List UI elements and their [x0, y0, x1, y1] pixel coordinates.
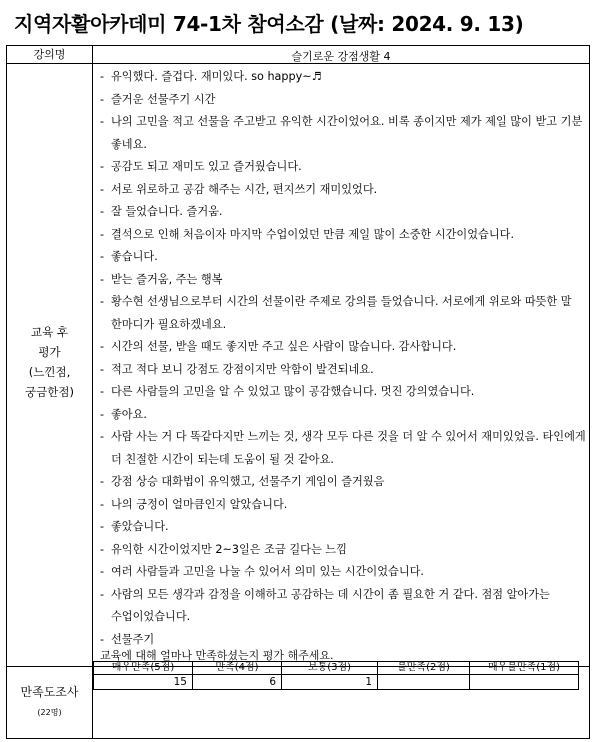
evaluation-label — [7, 322, 92, 402]
rating-header: 만족(4점) — [193, 662, 281, 675]
rating-column — [192, 662, 281, 689]
rating-header: 불만족(2점) — [378, 662, 469, 675]
rating-column — [377, 662, 469, 689]
comment-item: - 시간의 선물, 받을 때도 좋지만 주고 싶은 사람이 많습니다. 감사합니다. — [98, 336, 588, 359]
comment-item: - 사람 사는 거 다 똑같다지만 느끼는 것, 생각 모두 다른 것을 더 알 수 있어서 재미있었음. 타인에게 더 친절한 시간이 되는데 도움이 될 것 같아요. — [98, 426, 588, 471]
comment-item: - 좋습니다. — [98, 246, 588, 269]
comment-item: - 적고 적다 보니 강점도 강점이지만 악함이 발견되네요. — [98, 359, 588, 382]
document-title: 지역자활아카데미 74-1차 참여소감 (날짜: 2024. 9. 13) — [14, 12, 524, 36]
evaluation-label-line: 교육 후 — [31, 325, 68, 339]
lecture-name-label: 강의명 — [33, 48, 66, 61]
comment-item: - 다른 사람들의 고민을 알 수 있었고 많이 공감했습니다. 멋진 강의였습니다. — [98, 381, 588, 404]
evaluation-label-line: 평가 — [38, 345, 61, 359]
comment-item: - 유익했다. 즐겁다. 재미있다. so happy~♬ — [98, 66, 588, 89]
comment-item: - 즐거운 선물주기 시간 — [98, 89, 588, 112]
evaluation-label-line: (느낀점, — [28, 365, 71, 379]
satisfaction-question: 교육에 대해 얼마나 만족하셨는지 평가 해주세요. — [100, 649, 334, 662]
rating-count: 15 — [173, 676, 187, 688]
satisfaction-label — [7, 683, 92, 725]
comment-item: - 받는 즐거움, 주는 행복 — [98, 269, 588, 292]
rating-header: 매우불만족(1점) — [470, 662, 578, 675]
comment-item: - 잘 들었습니다. 즐거움. — [98, 201, 588, 224]
evaluation-label-line: 궁금한점) — [25, 385, 74, 399]
comment-item: - 나의 고민을 적고 선물을 주고받고 유익한 시간이었어요. 비록 종이지만 제가 제일 많이 받고 기분 좋네요. — [98, 111, 588, 156]
evaluation-table — [6, 45, 590, 739]
comment-item: - 황수현 선생님으로부터 시간의 선물이란 주제로 강의를 들었습니다. 서로에게 위로와 따뜻한 말 한마디가 필요하겠네요. — [98, 291, 588, 336]
comment-item: - 공감도 되고 재미도 있고 즐거웠습니다. — [98, 156, 588, 179]
comment-item: - 강점 상승 대화법이 유익했고, 선물주기 게임이 즐거웠음 — [98, 471, 588, 494]
comment-item: - 나의 긍정이 얼마큼인지 알았습니다. — [98, 494, 588, 517]
rating-header: 보통(3점) — [282, 662, 377, 675]
comment-item: - 결석으로 인해 처음이자 마지막 수업이었던 만큼 제일 많이 소중한 시간이었습니다. — [98, 224, 588, 247]
comment-item: - 선물주기 — [98, 629, 588, 652]
comment-item: - 좋아요. — [98, 404, 588, 427]
satisfaction-title: 만족도조사 — [20, 685, 79, 699]
rating-count: 6 — [269, 676, 276, 688]
lecture-name: 슬기로운 강점생활 4 — [291, 50, 391, 63]
rating-header: 매우만족(5점) — [94, 662, 192, 675]
comment-item: - 여러 사람들과 고민을 나눌 수 있어서 의미 있는 시간이었습니다. — [98, 561, 588, 584]
comment-item: - 사람의 모든 생각과 감정을 이해하고 공감하는 데 시간이 좀 필요한 거 같다. 점점 알아가는 수업이었습니다. — [98, 584, 588, 629]
satisfaction-table — [93, 661, 579, 690]
rating-count: 1 — [365, 676, 372, 688]
comment-list — [98, 66, 588, 651]
column-divider — [92, 46, 93, 738]
respondent-count: (22명) — [37, 708, 62, 717]
comment-item: - 유익한 시간이었지만 2~3일은 조금 길다는 느낌 — [98, 539, 588, 562]
rating-column — [469, 662, 578, 689]
rating-column — [281, 662, 377, 689]
comment-item: - 서로 위로하고 공감 해주는 시간, 편지쓰기 재미있었다. — [98, 179, 588, 202]
rating-column — [94, 662, 192, 689]
comment-item: - 좋았습니다. — [98, 516, 588, 539]
